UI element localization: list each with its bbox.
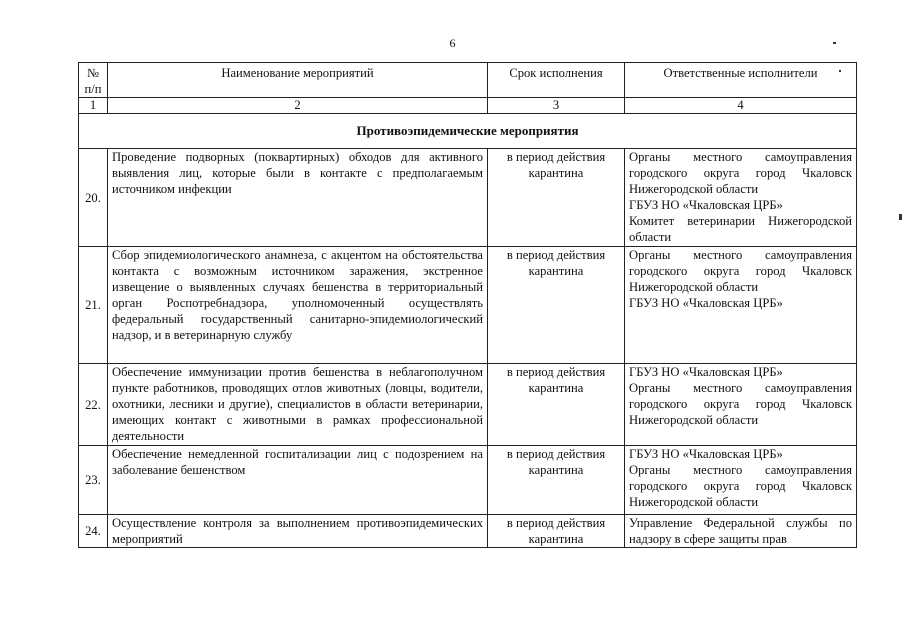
- responsible-entry: Комитет ветеринарии Нижегородской области: [629, 214, 852, 244]
- section-title: Противоэпидемические мероприятия: [79, 114, 857, 149]
- row-measure: Осуществление контроля за выполнением противоэпидемических мероприятий: [108, 515, 488, 548]
- responsible-entry: Органы местного самоуправления городского округа город Чкаловск Нижегородской области: [629, 150, 852, 196]
- row-term: в период действия карантина: [488, 364, 625, 446]
- column-index: 3: [488, 98, 625, 114]
- row-number: 24.: [79, 515, 108, 548]
- row-number: 20.: [79, 149, 108, 247]
- row-responsible: [625, 446, 857, 515]
- table-row: [79, 364, 857, 446]
- column-index-row: [79, 98, 857, 114]
- column-index: 4: [625, 98, 857, 114]
- scan-speck: [899, 214, 902, 220]
- page-number: 6: [449, 36, 456, 50]
- column-index: 2: [108, 98, 488, 114]
- header-num: № п/п: [79, 63, 108, 98]
- header-name: Наименование мероприятий: [108, 63, 488, 98]
- responsible-entry: ГБУЗ НО «Чкаловская ЦРБ»: [629, 365, 783, 379]
- scan-speck: [833, 42, 836, 44]
- section-row: [79, 114, 857, 149]
- table-row: [79, 247, 857, 364]
- row-measure: Обеспечение немедленной госпитализации лиц с подозрением на заболевание бешенством: [108, 446, 488, 515]
- header-term: Срок исполнения: [488, 63, 625, 98]
- table-row: [79, 446, 857, 515]
- row-term: в период действия карантина: [488, 247, 625, 364]
- measures-table: [78, 62, 857, 548]
- row-responsible: [625, 149, 857, 247]
- row-responsible: [625, 515, 857, 548]
- column-index: 1: [79, 98, 108, 114]
- table-row: [79, 515, 857, 548]
- row-measure: Проведение подворных (поквартирных) обходов для активного выявления лиц, которые были в контакте с предполагаемым источником инфекции: [108, 149, 488, 247]
- responsible-entry: Органы местного самоуправления городского округа город Чкаловск Нижегородской области: [629, 463, 852, 509]
- header-row: [79, 63, 857, 98]
- row-responsible: [625, 247, 857, 364]
- row-term: в период действия карантина: [488, 515, 625, 548]
- responsible-entry: ГБУЗ НО «Чкаловская ЦРБ»: [629, 296, 783, 310]
- header-responsible: Ответственные исполнители: [625, 63, 857, 98]
- responsible-entry: ГБУЗ НО «Чкаловская ЦРБ»: [629, 198, 783, 212]
- responsible-entry: Управление Федеральной службы по надзору в сфере защиты прав: [629, 516, 852, 545]
- responsible-entry: ГБУЗ НО «Чкаловская ЦРБ»: [629, 447, 783, 461]
- row-responsible: [625, 364, 857, 446]
- responsible-entry: Органы местного самоуправления городского округа город Чкаловск Нижегородской области: [629, 381, 852, 427]
- row-term: в период действия карантина: [488, 446, 625, 515]
- row-term: в период действия карантина: [488, 149, 625, 247]
- row-number: 23.: [79, 446, 108, 515]
- row-number: 21.: [79, 247, 108, 364]
- responsible-entry: Органы местного самоуправления городского округа город Чкаловск Нижегородской области: [629, 248, 852, 294]
- row-measure: Сбор эпидемиологического анамнеза, с акцентом на обстоятельства контакта с возможным источником заражения, экстренное извещение о выявленных случаях бешенства в территориальный орган Роспотребнадзора, уполномоченный осуществлять федеральный государственный санитарно-эпидемиологический надзор, и в ветеринарную службу: [108, 247, 488, 364]
- row-number: 22.: [79, 364, 108, 446]
- row-measure: Обеспечение иммунизации против бешенства в неблагополучном пункте работников, проводящих отлов животных (ловцы, водители, охотники, лесники и другие), специалистов в области ветеринарии, имеющих контакт с животными в рамках профессиональной деятельности: [108, 364, 488, 446]
- table-row: [79, 149, 857, 247]
